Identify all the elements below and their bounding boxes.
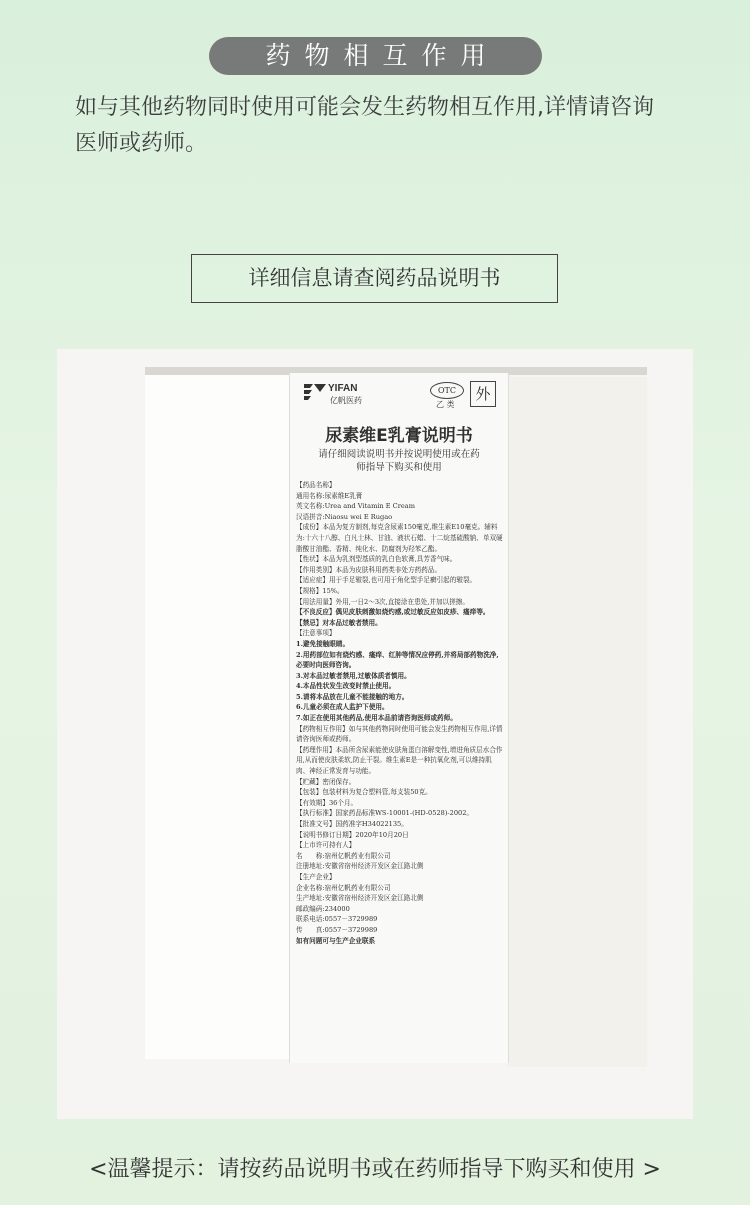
scan-paper-right bbox=[507, 377, 647, 1067]
leaflet-line: 传 真:0557－3729989 bbox=[296, 925, 378, 934]
leaflet-line: 生产地址:安徽省宿州经济开发区金江路北侧 bbox=[296, 894, 424, 903]
leaflet-line: 7.如正在使用其他药品,使用本品前请咨询医师或药师。 bbox=[296, 714, 457, 723]
leaflet-line: 【作用类别】本品为皮肤科用药类非处方药药品。 bbox=[296, 565, 442, 574]
leaflet-line: 汉语拼音:Niaosu wei E Rugao bbox=[296, 512, 393, 521]
leaflet-body bbox=[290, 474, 508, 946]
interaction-description: 如与其他药物同时使用可能会发生药物相互作用,详情请咨询医师或药师。 bbox=[75, 95, 654, 156]
leaflet-line: 【性状】本品为乳剂型基质的乳白色软膏,具芳香气味。 bbox=[296, 555, 457, 564]
leaflet-scan-image bbox=[57, 349, 693, 1119]
leaflet-line: 【说明书修订日期】2020年10月20日 bbox=[296, 830, 409, 839]
leaflet-line: 【包装】包装材料为复合塑料管,每支装50克。 bbox=[296, 788, 432, 797]
leaflet-line: 邮政编码:234000 bbox=[296, 904, 350, 913]
leaflet-line: 注册地址:安徽省宿州经济开发区金江路北侧 bbox=[296, 862, 424, 871]
leaflet-line: 4.本品性状发生改变时禁止使用。 bbox=[296, 682, 396, 691]
leaflet-title: 尿素维E乳膏说明书 bbox=[325, 426, 473, 446]
leaflet-line: 【执行标准】国家药品标准WS-10001-(HD-0528)-2002。 bbox=[296, 809, 474, 818]
leaflet-line: 【贮藏】密闭保存。 bbox=[296, 777, 356, 786]
leaflet-line: 1.避免接触眼睛。 bbox=[296, 639, 350, 648]
leaflet-line: 英文名称:Urea and Vitamin E Cream bbox=[296, 502, 415, 511]
leaflet-line: 名 称:宿州亿帆药业有限公司 bbox=[296, 851, 391, 860]
leaflet-document bbox=[289, 373, 509, 1063]
otc-badge: OTC bbox=[430, 382, 464, 399]
leaflet-brand-cn: 亿帆医药 bbox=[330, 396, 362, 405]
leaflet-line: 【药品名称】 bbox=[296, 481, 336, 489]
leaflet-line: 【上市许可持有人】 bbox=[296, 841, 356, 850]
leaflet-line: 【药物相互作用】如与其他药物同时使用可能会发生药物相互作用,详情请咨询医师或药师。 bbox=[296, 724, 503, 744]
otc-class-label: 乙 类 bbox=[436, 400, 455, 409]
external-use-badge: 外 bbox=[470, 381, 496, 407]
leaflet-brand: YIFAN bbox=[328, 383, 358, 394]
leaflet-line: 【规格】15%。 bbox=[296, 586, 344, 595]
leaflet-line: 【生产企业】 bbox=[296, 872, 336, 881]
yifan-logo-icon bbox=[304, 384, 326, 400]
leaflet-line: 联系电话:0557－3729989 bbox=[296, 915, 378, 924]
view-leaflet-button[interactable]: 详细信息请查阅药品说明书 bbox=[191, 254, 558, 303]
leaflet-line: 【药理作用】本品所含尿素能使皮肤角蛋白溶解变性,增进角质层水合作用,从而使皮肤柔软,防止干裂。维生素E是一种抗氧化剂,可以维持肌肉、神经正常发育与功能。 bbox=[296, 745, 503, 776]
leaflet-line: 如有问题可与生产企业联系 bbox=[296, 936, 376, 945]
leaflet-line: 【有效期】36个月。 bbox=[296, 798, 358, 807]
scan-paper-left bbox=[145, 369, 293, 1059]
footer-tip: <温馨提示：请按药品说明书或在药师指导下购买和使用 > bbox=[89, 1157, 661, 1182]
leaflet-line: 【批准文号】国药准字H34022135。 bbox=[296, 820, 408, 828]
leaflet-line: 3.对本品过敏者禁用,过敏体质者慎用。 bbox=[296, 671, 411, 680]
leaflet-line: 【用法用量】外用,一日2～3次,直接涂在患处,并加以搓擦。 bbox=[296, 597, 469, 606]
leaflet-line: 企业名称:宿州亿帆药业有限公司 bbox=[296, 883, 391, 892]
leaflet-header bbox=[290, 373, 508, 413]
leaflet-line: 【适应症】用于手足皲裂,也可用于角化型手足癣引起的皲裂。 bbox=[296, 576, 477, 585]
leaflet-line: 【成份】本品为复方制剂,每克含尿素150毫克,维生素E10毫克。辅料为:十六十八醇、白凡士林、甘油、液状石蜡、十二烷基硫酸钠、单双硬脂酸甘油酯、香精、纯化水、防腐剂为羟苯乙酯。 bbox=[296, 523, 503, 553]
leaflet-line: 2.用药部位如有烧灼感、瘙痒、红肿等情况应停药,并将局部药物洗净,必要时向医师咨询。 bbox=[296, 650, 499, 670]
leaflet-line: 【禁忌】对本品过敏者禁用。 bbox=[296, 618, 382, 627]
leaflet-line: 5.请将本品放在儿童不能接触的地方。 bbox=[296, 692, 409, 701]
leaflet-line: 6.儿童必须在成人监护下使用。 bbox=[296, 703, 389, 712]
leaflet-line: 【不良反应】偶见皮肤刺激如烧灼感,或过敏反应如皮疹、瘙痒等。 bbox=[296, 608, 490, 617]
section-title-badge: 药物相互作用 bbox=[209, 37, 542, 75]
leaflet-line: 【注意事项】 bbox=[296, 629, 336, 638]
leaflet-subtitle: 请仔细阅读说明书并按说明使用或在药师指导下购买和使用 bbox=[318, 449, 480, 473]
leaflet-line: 通用名称:尿素维E乳膏 bbox=[296, 491, 363, 500]
